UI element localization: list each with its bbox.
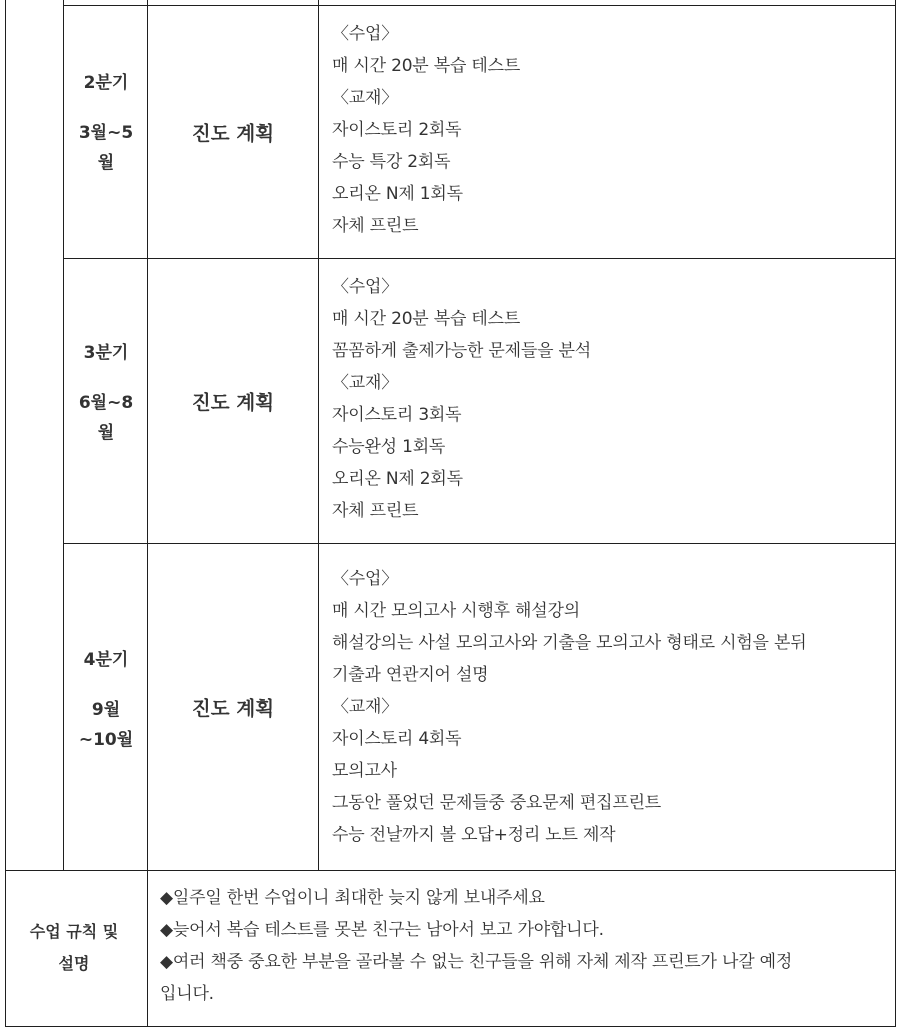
content-line: 기출과 연관지어 설명 <box>332 665 489 685</box>
content-line: 매 시간 20분 복습 테스트 <box>332 309 521 329</box>
quarter-name: 3분기 <box>83 343 129 363</box>
content-line: 자체 프린트 <box>332 501 419 521</box>
quarter-name: 4분기 <box>83 650 129 670</box>
content-line: 자체 프린트 <box>332 216 419 236</box>
content-line: 〈교재〉 <box>332 697 399 717</box>
rule-line: ◆늦어서 복습 테스트를 못본 친구는 남아서 보고 가야합니다. <box>160 920 604 940</box>
rule-line: ◆일주일 한번 수업이니 최대한 늦지 않게 보내주세요 <box>160 888 545 908</box>
content-line: 수능 전날까지 볼 오답+정리 노트 제작 <box>332 825 616 845</box>
table-border-right <box>895 0 896 1027</box>
content-line: 자이스토리 3회독 <box>332 405 462 425</box>
row-line-q2-q3 <box>63 258 896 259</box>
content-line: 수능완성 1회독 <box>332 437 446 457</box>
quarter-2-plan-label: 진도 계획 <box>191 122 275 145</box>
content-line: 〈교재〉 <box>332 88 399 108</box>
quarter-3-label <box>64 338 148 448</box>
quarter-2-content <box>332 18 892 242</box>
plan-column-line <box>318 0 319 871</box>
quarter-period: 9월 ~10월 <box>78 700 134 750</box>
content-line: 자이스토리 2회독 <box>332 120 462 140</box>
content-line: 〈수업〉 <box>332 277 399 297</box>
row-line-q3-q4 <box>63 543 896 544</box>
quarter-name: 2분기 <box>83 73 129 93</box>
rules-label: 수업 규칙 및 설명 <box>29 922 119 973</box>
content-line: 자이스토리 4회독 <box>332 729 462 749</box>
rules-content <box>160 882 890 1010</box>
content-line: 수능 특강 2회독 <box>332 152 451 172</box>
content-line: 〈수업〉 <box>332 24 399 44</box>
content-line: 해설강의는 사설 모의고사와 기출을 모의고사 형태로 시험을 본뒤 <box>332 633 807 653</box>
content-line: 〈교재〉 <box>332 373 399 393</box>
content-line: 오리온 N제 1회독 <box>332 184 463 204</box>
row-line-top <box>63 5 896 6</box>
row-line-rules <box>5 870 896 871</box>
content-line: 〈수업〉 <box>332 569 399 589</box>
rule-line: ◆여러 책중 중요한 부분을 골라볼 수 없는 친구들을 위해 자체 제작 프린트가 나갈 예정 <box>160 952 793 972</box>
quarter-4-content <box>332 563 892 851</box>
quarter-2-label <box>64 68 148 178</box>
content-line: 매 시간 20분 복습 테스트 <box>332 56 521 76</box>
quarter-3-plan-label: 진도 계획 <box>191 391 275 414</box>
quarter-period: 6월~8 월 <box>78 393 134 443</box>
quarter-4-label <box>64 645 148 755</box>
table-border-left <box>5 0 6 1027</box>
rule-line: 입니다. <box>160 984 214 1004</box>
content-line: 매 시간 모의고사 시행후 해설강의 <box>332 601 580 621</box>
content-line: 오리온 N제 2회독 <box>332 469 463 489</box>
content-line: 꼼꼼하게 출제가능한 문제들을 분석 <box>332 341 591 361</box>
quarter-period: 3월~5 월 <box>78 123 134 173</box>
content-line: 그동안 풀었던 문제들중 중요문제 편집프린트 <box>332 793 662 813</box>
quarter-3-content <box>332 271 892 527</box>
quarter-4-plan-label: 진도 계획 <box>191 697 275 720</box>
table-border-bottom <box>5 1026 896 1027</box>
content-line: 모의고사 <box>332 761 397 781</box>
